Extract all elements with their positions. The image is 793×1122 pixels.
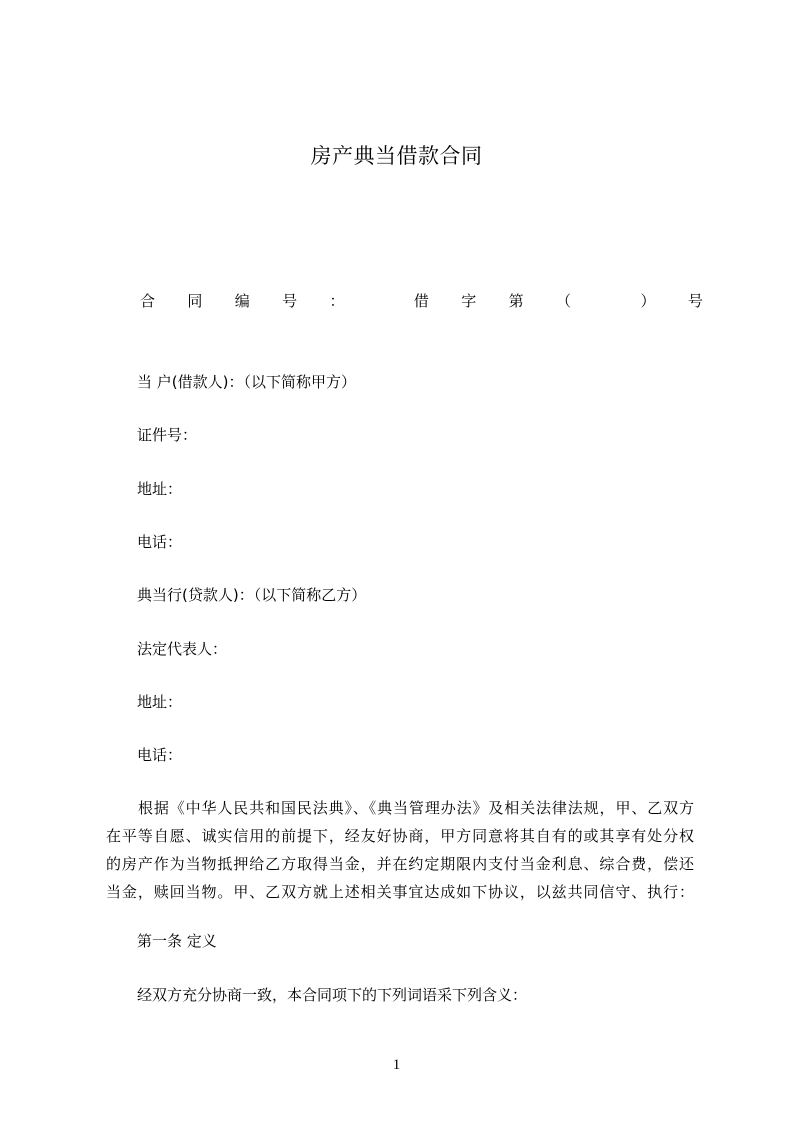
contract-number-char: 号 (687, 292, 703, 310)
contract-number-char: ： (329, 292, 345, 310)
contract-number-char: ） (640, 292, 656, 310)
preamble-line: 根据《中华人民共和国民法典》、《典当管理办法》及相关法律法规，甲、乙双方 (138, 799, 694, 817)
field-pawner: 当 户(借款人)：（以下简称甲方） (137, 373, 356, 391)
field-address-party-b: 地址： (137, 693, 183, 711)
document-title: 房产典当借款合同 (310, 144, 483, 168)
field-legal-representative: 法定代表人： (137, 640, 228, 658)
field-phone-party-b: 电话： (137, 746, 183, 764)
preamble-line: 在平等自愿、诚实信用的前提下，经友好协商，甲方同意将其自有的或其享有处分权 (106, 827, 694, 845)
field-address-party-a: 地址： (137, 480, 183, 498)
contract-number-line (140, 289, 703, 313)
field-pawnshop: 典当行(贷款人)：（以下简称乙方） (137, 586, 367, 604)
field-id-number: 证件号： (137, 426, 198, 444)
contract-number-char: 合 (140, 292, 156, 310)
page-number: 1 (392, 1057, 401, 1073)
contract-number-char: 编 (234, 292, 250, 310)
preamble-line: 当金，赎回当物。甲、乙双方就上述相关事宜达成如下协议，以兹共同信守、执行： (106, 883, 694, 901)
contract-number-char: 借 (413, 292, 429, 310)
contract-number-spacer (377, 289, 382, 313)
article-1-intro: 经双方充分协商一致，本合同项下的下列词语采下列含义： (137, 986, 528, 1004)
contract-number-char: 字 (461, 292, 477, 310)
field-phone-party-a: 电话： (137, 533, 183, 551)
contract-number-char: （ (556, 292, 572, 310)
article-1-heading: 第一条 定义 (137, 932, 217, 950)
preamble-line: 的房产作为当物抵押给乙方取得当金，并在约定期限内支付当金利息、综合费，偿还 (106, 855, 694, 873)
contract-number-char: 同 (187, 292, 203, 310)
contract-number-char: 第 (508, 292, 524, 310)
preamble-paragraph (106, 794, 694, 906)
contract-number-spacer (603, 289, 608, 313)
contract-number-char: 号 (282, 292, 298, 310)
